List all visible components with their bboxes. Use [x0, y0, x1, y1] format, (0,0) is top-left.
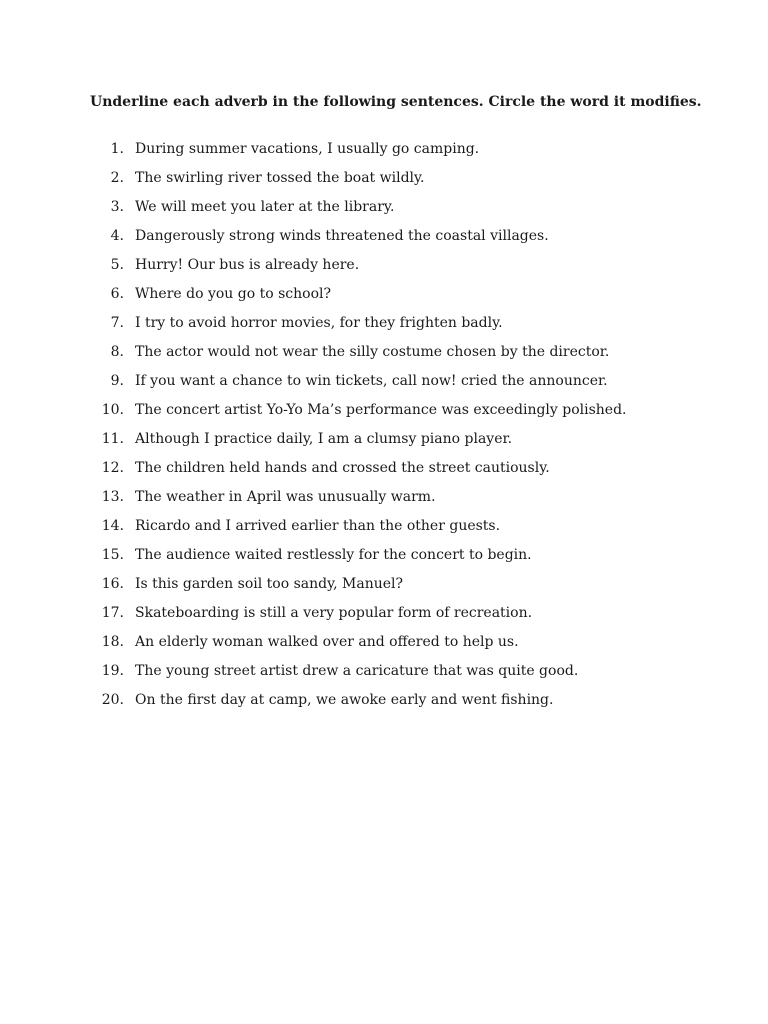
- sentence-text: Is this garden soil too sandy, Manuel?: [135, 576, 404, 592]
- item-number: 16.: [101, 576, 124, 592]
- list-item: [0, 139, 768, 168]
- item-number: 9.: [110, 373, 124, 389]
- list-item: [0, 690, 768, 719]
- instructions-heading: Underline each adverb in the following sentences. Circle the word it modifies.: [90, 94, 702, 110]
- item-number: 20.: [101, 692, 124, 708]
- item-number: 2.: [110, 170, 124, 186]
- sentence-text: The young street artist drew a caricature that was quite good.: [135, 663, 579, 679]
- sentence-text: If you want a chance to win tickets, call now! cried the announcer.: [135, 373, 608, 389]
- list-item: [0, 458, 768, 487]
- sentence-text: Where do you go to school?: [135, 286, 331, 302]
- list-item: [0, 197, 768, 226]
- list-item: [0, 226, 768, 255]
- item-number: 13.: [101, 489, 124, 505]
- sentence-text: The swirling river tossed the boat wildly.: [135, 170, 425, 186]
- sentence-text: Skateboarding is still a very popular form of recreation.: [135, 605, 533, 621]
- sentence-text: We will meet you later at the library.: [135, 199, 395, 215]
- sentence-text: An elderly woman walked over and offered to help us.: [135, 634, 519, 650]
- list-item: [0, 574, 768, 603]
- sentence-text: Dangerously strong winds threatened the coastal villages.: [135, 228, 549, 244]
- list-item: [0, 516, 768, 545]
- sentence-text: Hurry! Our bus is already here.: [135, 257, 360, 273]
- list-item: [0, 603, 768, 632]
- list-item: [0, 632, 768, 661]
- item-number: 4.: [110, 228, 124, 244]
- sentence-text: On the first day at camp, we awoke early and went fishing.: [135, 692, 554, 708]
- item-number: 6.: [110, 286, 124, 302]
- list-item: [0, 400, 768, 429]
- list-item: [0, 284, 768, 313]
- item-number: 14.: [101, 518, 124, 534]
- item-number: 7.: [110, 315, 124, 331]
- item-number: 10.: [101, 402, 124, 418]
- list-item: [0, 661, 768, 690]
- item-number: 8.: [110, 344, 124, 360]
- sentence-text: The actor would not wear the silly costume chosen by the director.: [135, 344, 610, 360]
- list-item: [0, 313, 768, 342]
- sentence-text: The audience waited restlessly for the concert to begin.: [135, 547, 532, 563]
- list-item: [0, 371, 768, 400]
- sentence-text: During summer vacations, I usually go camping.: [135, 141, 480, 157]
- item-number: 3.: [110, 199, 124, 215]
- list-item: [0, 545, 768, 574]
- list-item: [0, 168, 768, 197]
- list-item: [0, 342, 768, 371]
- sentence-text: The weather in April was unusually warm.: [135, 489, 436, 505]
- item-number: 15.: [101, 547, 124, 563]
- item-number: 11.: [101, 431, 124, 447]
- list-item: [0, 255, 768, 284]
- list-item: [0, 429, 768, 458]
- sentence-text: The concert artist Yo-Yo Ma’s performance was exceedingly polished.: [135, 402, 627, 418]
- sentence-text: Although I practice daily, I am a clumsy piano player.: [135, 431, 513, 447]
- sentence-list: [0, 139, 768, 719]
- item-number: 12.: [101, 460, 124, 476]
- sentence-text: Ricardo and I arrived earlier than the other guests.: [135, 518, 501, 534]
- item-number: 17.: [101, 605, 124, 621]
- list-item: [0, 487, 768, 516]
- sentence-text: I try to avoid horror movies, for they frighten badly.: [135, 315, 503, 331]
- sentence-text: The children held hands and crossed the street cautiously.: [135, 460, 550, 476]
- item-number: 5.: [110, 257, 124, 273]
- item-number: 19.: [101, 663, 124, 679]
- item-number: 1.: [110, 141, 124, 157]
- item-number: 18.: [101, 634, 124, 650]
